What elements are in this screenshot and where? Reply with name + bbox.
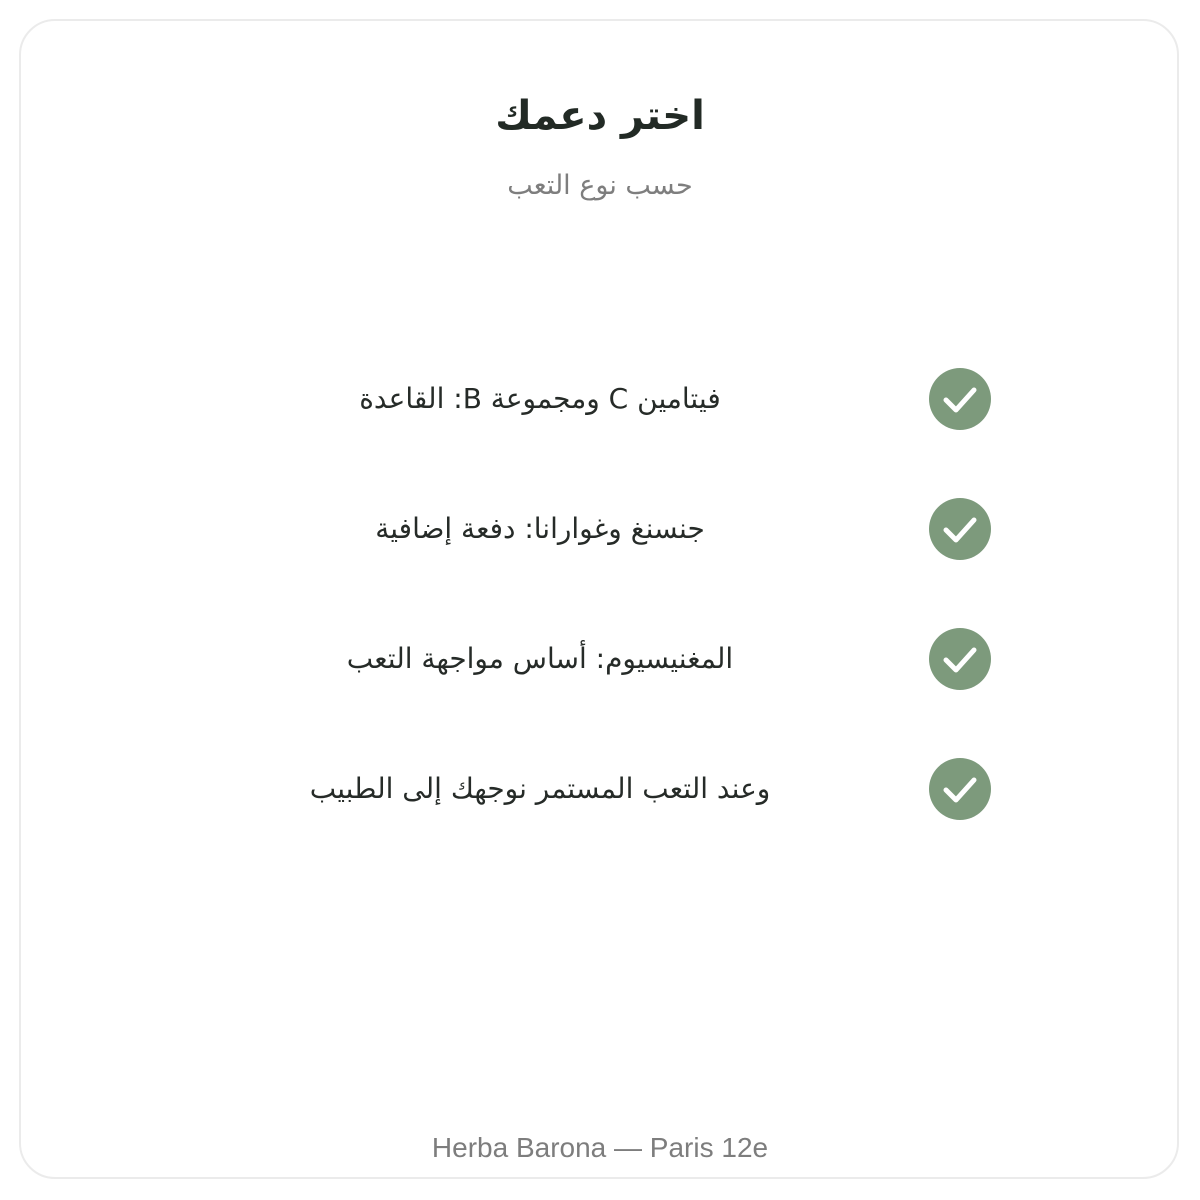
- page-subtitle: حسب نوع التعب: [507, 170, 693, 201]
- list-item-label: فيتامين C ومجموعة B: القاعدة: [359, 382, 721, 415]
- list-item: [0, 758, 1200, 820]
- list-item: [0, 498, 1200, 560]
- list-item: [0, 368, 1200, 430]
- list-item-label: المغنيسيوم: أساس مواجهة التعب: [346, 642, 734, 675]
- check-circle-icon: [929, 368, 991, 430]
- list-item: [0, 628, 1200, 690]
- page-title: اختر دعمك: [495, 93, 705, 139]
- check-circle-icon: [929, 758, 991, 820]
- footer-brand: Herba Barona — Paris 12e: [431, 1132, 769, 1163]
- list-item-label: جنسنغ وغوارانا: دفعة إضافية: [375, 512, 705, 545]
- check-circle-icon: [929, 498, 991, 560]
- check-circle-icon: [929, 628, 991, 690]
- list-item-label: وعند التعب المستمر نوجهك إلى الطبيب: [309, 772, 771, 805]
